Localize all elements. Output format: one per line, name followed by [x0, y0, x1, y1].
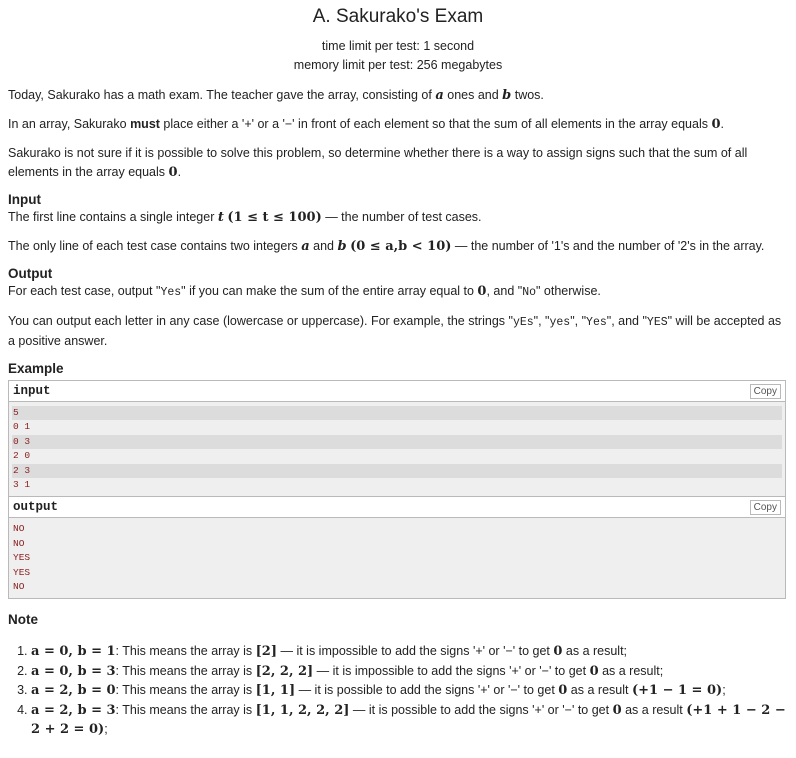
output-section-title: Output [8, 266, 53, 281]
input-section-title: Input [8, 192, 41, 207]
memory-limit: memory limit per test: 256 megabytes [293, 58, 503, 72]
legend-paragraph-1: Today, Sakurako has a math exam. The teacher gave the array, consisting of a ones and b twos. [8, 88, 544, 103]
output-line: YES [13, 552, 31, 564]
legend-paragraph-3: Sakurako is not sure if it is possible to solve this problem, so determine whether there is a way to assign signs such that the sum of all elements in the array equals 0. [8, 146, 748, 180]
input-line: 0 1 [13, 421, 31, 433]
input-sample-body [9, 402, 785, 496]
input-sample-label: input [13, 384, 51, 398]
legend-paragraph-2: In an array, Sakurako must place either a '+' or a '−' in front of each element so that the sum of all elements in the array equals 0. [8, 117, 724, 132]
input-line: 0 3 [12, 435, 782, 449]
example-section-title: Example [8, 361, 64, 376]
copy-input-button[interactable]: Copy [750, 384, 781, 399]
note-list [8, 642, 786, 740]
output-paragraph-1: For each test case, output "Yes" if you can make the sum of the entire array equal to 0, and "No" otherwise. [8, 284, 601, 299]
output-line: YES [13, 566, 31, 578]
input-line: 2 0 [13, 450, 31, 462]
output-line: NO [13, 580, 25, 592]
input-line: 5 [12, 406, 782, 420]
output-paragraph-2: You can output each letter in any case (lowercase or uppercase). For example, the strings "yEs", "yes", "Yes", and "YES" will be accepted as a positive answer. [8, 314, 782, 348]
note-section-title: Note [8, 612, 38, 628]
input-paragraph-2: The only line of each test case contains two integers a and b (0 ≤ a,b < 10) — the number of '1's and the number of '2's in the array. [8, 239, 765, 254]
note-item: 2. a = 0, b = 3: This means the array is [2, 2, 2] — it is impossible to add the signs '+' or '−' to get 0 as a result; [31, 662, 786, 682]
input-sample-header [9, 381, 785, 402]
note-item: 4. a = 2, b = 3: This means the array is [1, 1, 2, 2, 2] — it is possible to add the signs '+' or '−' to get 0 as a result (+1 + 1 − 2 − 2 + 2 = 0); [31, 701, 786, 740]
output-sample-label: output [13, 500, 59, 515]
note-item: 1. a = 0, b = 1: This means the array is [2] — it is impossible to add the signs '+' or '−' to get 0 as a result; [31, 642, 786, 662]
input-line: 3 1 [13, 478, 31, 490]
time-limit: time limit per test: 1 second [321, 39, 475, 53]
problem-statement [8, 86, 786, 740]
note-item: 3. a = 2, b = 0: This means the array is [1, 1] — it is possible to add the signs '+' or '−' to get 0 as a result (+1 − 1 = 0); [31, 681, 786, 701]
output-line: NO [13, 537, 25, 549]
output-sample-body [9, 518, 785, 598]
problem-header [0, 0, 796, 75]
output-sample-header [9, 496, 785, 518]
input-line: 2 3 [12, 464, 782, 478]
input-paragraph-1: The first line contains a single integer t (1 ≤ t ≤ 100) — the number of test cases. [8, 210, 482, 225]
copy-output-button[interactable]: Copy [750, 500, 781, 515]
problem-title: A. Sakurako's Exam [312, 6, 484, 27]
sample-tests [8, 380, 786, 599]
output-line: NO [13, 523, 25, 535]
